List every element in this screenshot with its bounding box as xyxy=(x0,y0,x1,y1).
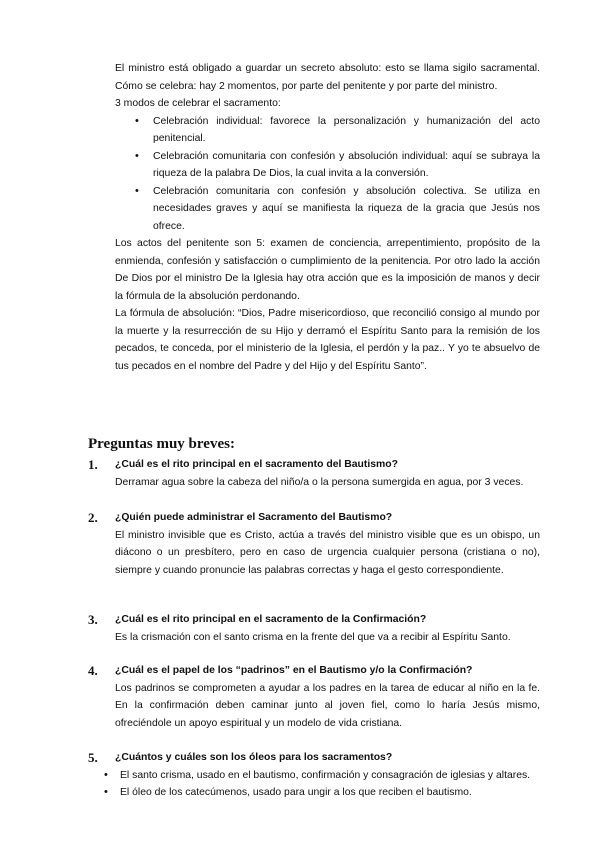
question-text: ¿Cuál es el rito principal en el sacramento de la Confirmación? xyxy=(115,614,427,625)
intro-section xyxy=(115,60,540,375)
question-3 xyxy=(88,611,540,646)
modes-list xyxy=(115,113,540,236)
list-item: • Celebración individual: favorece la personalización y humanización del acto penitencial. xyxy=(115,113,540,148)
question-text: ¿Cuál es el rito principal en el sacramento del Bautismo? xyxy=(115,459,398,470)
list-item: • El santo crisma, usado en el bautismo, confirmación y consagración de iglesias y altares. xyxy=(88,767,540,785)
answer-text: El ministro invisible que es Cristo, actúa a través del ministro visible que es un obispo, un diácono o un presbítero, pero en caso de urgencia cualquier persona (cristiana o no), siempre y cuando pronuncie las palabras correctas y haga el gesto correspondiente. xyxy=(115,529,540,576)
question-number: 4. xyxy=(88,663,98,678)
paragraph-actos: Los actos del penitente son 5: examen de conciencia, arrepentimiento, propósito de la enmienda, confesión y satisfacción o cumplimiento de la penitencia. Por otro lado la acción De Dios por el ministro De la Iglesia hay otra acción que es la imposición de manos y decir la fórmula de la absolución perdonando. xyxy=(115,238,540,302)
paragraph-sigilo: El ministro está obligado a guardar un secreto absoluto: esto se llama sigilo sacramental. Cómo se celebra: hay 2 momentos, por parte del penitente y por parte del ministro. xyxy=(115,63,540,92)
question-text: ¿Cuál es el papel de los “padrinos” en el Bautismo y/o la Confirmación? xyxy=(115,665,473,676)
question-number: 3. xyxy=(88,612,98,627)
section-title: Preguntas muy breves: xyxy=(88,436,235,452)
answer-text: Es la crismación con el santo crisma en la frente del que va a recibir al Espíritu Santo. xyxy=(115,631,511,643)
question-text: ¿Cuántos y cuáles son los óleos para los sacramentos? xyxy=(115,752,393,763)
modes-intro: 3 modos de celebrar el sacramento: xyxy=(115,98,281,109)
question-number: 5. xyxy=(88,750,98,765)
list-item: • Celebración comunitaria con confesión y absolución colectiva. Se utiliza en necesidades graves y aquí se manifiesta la riqueza de la gracia que Jesús nos ofrece. xyxy=(115,183,540,236)
question-text: ¿Quién puede administrar el Sacramento del Bautismo? xyxy=(115,512,393,523)
question-5 xyxy=(88,749,540,802)
list-item: • Celebración comunitaria con confesión y absolución individual: aquí se subraya la riqueza de la palabra De Dios, la cual invita a la conversión. xyxy=(115,148,540,183)
question-number: 2. xyxy=(88,510,98,525)
question-1 xyxy=(88,456,540,491)
question-number: 1. xyxy=(88,457,98,472)
question-2 xyxy=(88,509,540,579)
answer-text: Derramar agua sobre la cabeza del niño/a o la persona sumergida en agua, por 3 veces. xyxy=(115,476,524,488)
question-4 xyxy=(88,662,540,732)
paragraph-formula: La fórmula de absolución: “Dios, Padre misericordioso, que reconcilió consigo al mundo por la muerte y la resurrección de su Hijo y derramó el Espíritu Santo para la remisión de los pecados, te conceda, por el ministerio de la Iglesia, el perdón y la paz.. Y yo te absuelvo de tus pecados en el nombre del Padre y del Hijo y del Espíritu Santo”. xyxy=(115,308,540,372)
list-item: • El óleo de los catecúmenos, usado para ungir a los que reciben el bautismo. xyxy=(88,784,540,802)
answer-text: Los padrinos se comprometen a ayudar a los padres en la tarea de educar al niño en la fe. En la confirmación deben caminar junto al joven fiel, como lo haría Jesús mismo, ofreciéndole un apoyo espiritual y un modelo de vida cristiana. xyxy=(115,682,540,729)
oleos-list xyxy=(88,767,540,802)
